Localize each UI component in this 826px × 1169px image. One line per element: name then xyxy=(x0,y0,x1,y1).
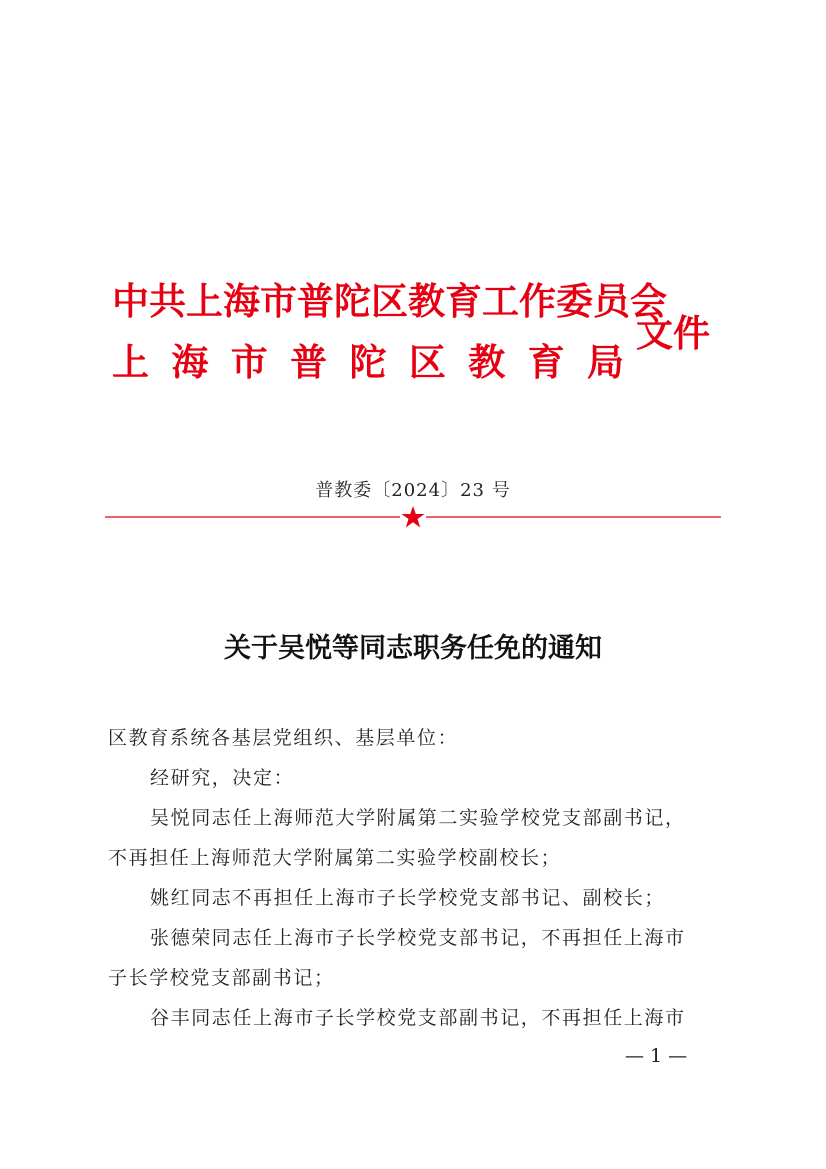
salutation: 区教育系统各基层党组织、基层单位： xyxy=(108,727,459,749)
notice-title: 关于吴悦等同志职务任免的通知 xyxy=(224,633,602,664)
org-line-2-char: 普 xyxy=(290,340,328,384)
page-number: — 1 — xyxy=(625,1045,688,1067)
body-line: 姚红同志不再担任上海市子长学校党支部书记、副校长； xyxy=(150,887,666,909)
body-line: 不再担任上海师范大学附属第二实验学校副校长； xyxy=(108,847,562,869)
org-line-2-char: 市 xyxy=(230,340,268,384)
star-icon xyxy=(402,506,425,528)
issuing-organization-line-2 xyxy=(112,332,624,386)
org-line-2-char: 陀 xyxy=(349,340,387,384)
org-line-2-char: 教 xyxy=(468,340,506,384)
body-line: 张德荣同志任上海市子长学校党支部书记，不再担任上海市 xyxy=(150,927,686,949)
body-line: 经研究，决定： xyxy=(150,767,295,789)
org-line-2-char: 育 xyxy=(527,340,565,384)
org-line-2-char: 上 xyxy=(112,340,149,384)
body-line: 子长学校党支部副书记； xyxy=(108,967,335,989)
org-line-2-char: 局 xyxy=(587,340,624,384)
body-line: 吴悦同志任上海师范大学附属第二实验学校党支部副书记， xyxy=(150,807,686,829)
red-separator-with-star xyxy=(105,505,721,529)
document-suffix: 文件 xyxy=(636,311,710,355)
document-number: 普教委〔2024〕23 号 xyxy=(315,480,511,501)
issuing-organization-line-1: 中共上海市普陀区教育工作委员会 xyxy=(112,279,667,323)
org-line-2-char: 海 xyxy=(171,340,209,384)
org-line-2-char: 区 xyxy=(408,340,446,384)
body-line: 谷丰同志任上海市子长学校党支部副书记，不再担任上海市 xyxy=(150,1007,686,1029)
